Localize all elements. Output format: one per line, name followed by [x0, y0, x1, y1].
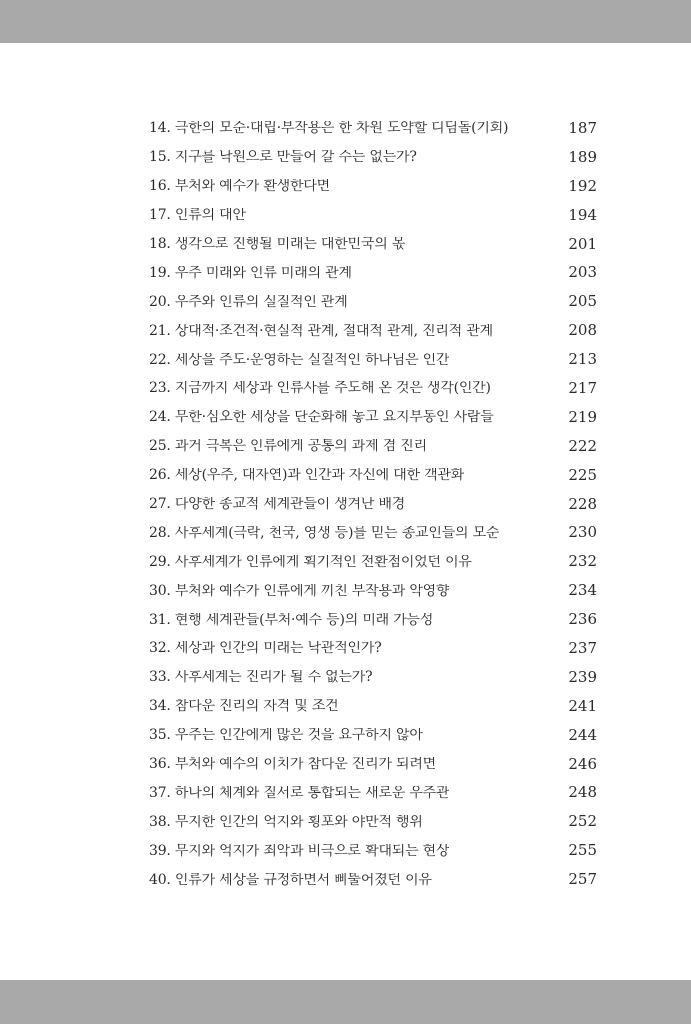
- toc-entry: [149, 287, 597, 316]
- toc-entry-page: 208: [568, 321, 597, 340]
- toc-entry: [149, 721, 597, 750]
- toc-entry-page: 236: [568, 610, 597, 629]
- toc-entry: [149, 692, 597, 721]
- toc-entry-page: 192: [568, 176, 597, 195]
- toc-entry: [149, 865, 597, 894]
- toc-entry-page: 217: [568, 378, 597, 397]
- toc-entry-page: 244: [568, 725, 597, 744]
- toc-entry-title: 24. 무한·심오한 세상을 단순화해 놓고 요지부동인 사람들: [149, 410, 494, 425]
- toc-entry: [149, 461, 597, 490]
- toc-entry: [149, 576, 597, 605]
- table-of-contents: [149, 114, 597, 894]
- toc-entry-title: 34. 참다운 진리의 자격 및 조건: [149, 699, 339, 714]
- toc-entry-page: 225: [568, 465, 597, 484]
- toc-entry: [149, 172, 597, 201]
- toc-entry-page: 252: [568, 812, 597, 831]
- toc-entry-page: 189: [568, 147, 597, 166]
- toc-entry-page: 230: [568, 523, 597, 542]
- toc-entry-title: 31. 현행 세계관들(부처·예수 등)의 미래 가능성: [149, 612, 434, 627]
- toc-entry-title: 18. 생각으로 진행될 미래는 대한민국의 몫: [149, 237, 406, 251]
- toc-entry-page: 257: [568, 870, 597, 889]
- toc-entry: [149, 432, 597, 461]
- toc-entry: [149, 518, 597, 547]
- toc-entry-page: 187: [568, 118, 597, 137]
- toc-entry: [149, 807, 597, 836]
- top-margin-band: [0, 0, 691, 43]
- toc-entry-title: 15. 지구를 낙원으로 만들어 갈 수는 없는가?: [149, 150, 417, 165]
- toc-entry-title: 32. 세상과 인간의 미래는 낙관적인가?: [149, 641, 382, 656]
- bottom-margin-band: [0, 980, 691, 1024]
- toc-entry-title: 16. 부처와 예수가 환생한다면: [149, 179, 330, 194]
- toc-entry-title: 33. 사후세계는 진리가 될 수 없는가?: [149, 670, 373, 685]
- toc-entry: [149, 345, 597, 374]
- toc-entry-title: 27. 다양한 종교적 세계관들이 생겨난 배경: [149, 497, 406, 512]
- toc-entry-page: 248: [568, 783, 597, 802]
- toc-entry-title: 29. 사후세계가 인류에게 획기적인 전환점이었던 이유: [149, 554, 472, 569]
- toc-entry: [149, 634, 597, 663]
- toc-entry-title: 37. 하나의 체계와 질서로 통합되는 새로운 우주관: [149, 785, 450, 800]
- toc-entry-title: 26. 세상(우주, 대자연)과 인간과 자신에 대한 객관화: [149, 468, 465, 483]
- toc-entry: [149, 778, 597, 807]
- toc-entry-page: 203: [568, 263, 597, 282]
- toc-entry-title: 17. 인류의 대안: [149, 208, 246, 223]
- toc-entry-page: 222: [568, 436, 597, 455]
- toc-entry: [149, 114, 597, 143]
- toc-entry-title: 35. 우주는 인간에게 많은 것을 요구하지 않아: [149, 728, 423, 743]
- toc-entry-page: 219: [568, 407, 597, 426]
- toc-entry: [149, 547, 597, 576]
- toc-entry-page: 239: [568, 667, 597, 686]
- toc-entry-page: 246: [568, 754, 597, 773]
- toc-entry-page: 201: [568, 234, 597, 253]
- toc-entry: [149, 605, 597, 634]
- toc-entry: [149, 143, 597, 172]
- toc-entry-title: 14. 극한의 모순·대립·부작용은 한 차원 도약할 디딤돌(기회): [149, 121, 509, 136]
- toc-entry-title: 40. 인류가 세상을 규정하면서 삐뚤어졌던 이유: [149, 872, 432, 887]
- toc-entry-title: 30. 부처와 예수가 인류에게 끼친 부작용과 악영향: [149, 583, 450, 598]
- toc-entry: [149, 374, 597, 403]
- toc-entry-title: 20. 우주와 인류의 실질적인 관계: [149, 294, 348, 309]
- toc-entry: [149, 258, 597, 287]
- toc-entry-page: 205: [568, 292, 597, 311]
- toc-entry-title: 38. 무지한 인간의 억지와 횡포와 야만적 행위: [149, 814, 423, 829]
- toc-entry: [149, 201, 597, 230]
- toc-entry: [149, 750, 597, 779]
- toc-entry-page: 213: [568, 350, 597, 369]
- toc-entry: [149, 663, 597, 692]
- toc-entry-title: 22. 세상을 주도·운영하는 실질적인 하나님은 인간: [149, 352, 450, 367]
- toc-entry-title: 25. 과거 극복은 인류에게 공통의 과제 겸 진리: [149, 439, 427, 454]
- toc-entry-title: 28. 사후세계(극락, 천국, 영생 등)를 믿는 종교인들의 모순: [149, 525, 500, 540]
- toc-entry-page: 255: [568, 841, 597, 860]
- toc-entry-page: 194: [568, 205, 597, 224]
- toc-entry-title: 23. 지금까지 세상과 인류사를 주도해 온 것은 생각(인간): [149, 381, 491, 396]
- toc-entry-title: 39. 무지와 억지가 죄악과 비극으로 확대되는 현상: [149, 843, 450, 858]
- toc-entry: [149, 316, 597, 345]
- toc-entry-page: 228: [568, 494, 597, 513]
- toc-entry-page: 237: [568, 638, 597, 657]
- toc-entry-page: 232: [568, 552, 597, 571]
- toc-entry-title: 36. 부처와 예수의 이치가 참다운 진리가 되려면: [149, 757, 436, 772]
- toc-entry: [149, 836, 597, 865]
- toc-entry: [149, 230, 597, 259]
- toc-entry-title: 19. 우주 미래와 인류 미래의 관계: [149, 265, 352, 280]
- toc-entry-title: 21. 상대적·조건적·현실적 관계, 절대적 관계, 진리적 관계: [149, 323, 493, 338]
- toc-entry-page: 241: [568, 696, 597, 715]
- toc-entry-page: 234: [568, 581, 597, 600]
- toc-entry: [149, 403, 597, 432]
- toc-entry: [149, 490, 597, 519]
